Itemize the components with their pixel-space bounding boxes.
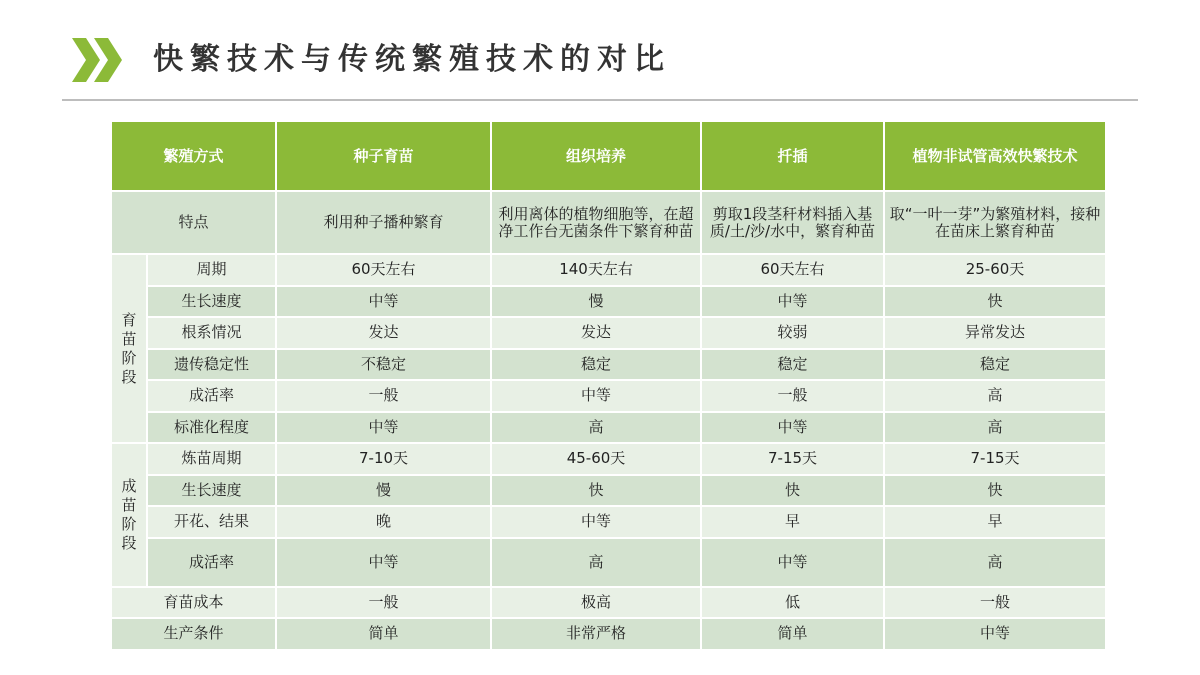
table-row [111, 286, 1106, 318]
table-cell: 慢 [491, 286, 701, 318]
title-divider [62, 99, 1138, 101]
double-chevron-logo-icon [72, 38, 128, 82]
table-cell: 中等 [884, 618, 1106, 650]
stage-label: 成苗阶段 [111, 443, 147, 587]
row-label: 周期 [147, 254, 276, 286]
table-row [111, 349, 1106, 381]
table-cell: 异常发达 [884, 317, 1106, 349]
table-cell: 高 [884, 380, 1106, 412]
row-label: 根系情况 [147, 317, 276, 349]
row-label: 生长速度 [147, 475, 276, 507]
table-row [111, 475, 1106, 507]
table-cell: 中等 [701, 538, 884, 587]
row-label: 特点 [111, 191, 276, 254]
table-cell: 利用离体的植物细胞等，在超净工作台无菌条件下繁育种苗 [491, 191, 701, 254]
table-cell: 稳定 [491, 349, 701, 381]
table-cell: 60天左右 [276, 254, 491, 286]
row-label: 炼苗周期 [147, 443, 276, 475]
table-row [111, 587, 1106, 619]
table-cell: 中等 [276, 286, 491, 318]
table-cell: 中等 [491, 380, 701, 412]
table-row [111, 412, 1106, 444]
page-title: 快繁技术与传统繁殖技术的对比 [153, 42, 671, 77]
table-cell: 7-15天 [884, 443, 1106, 475]
table-cell: 7-15天 [701, 443, 884, 475]
stage-label: 育苗阶段 [111, 254, 147, 443]
table-cell: 简单 [701, 618, 884, 650]
table-row [111, 506, 1106, 538]
table-row [111, 443, 1106, 475]
table-cell: 一般 [884, 587, 1106, 619]
table-cell: 高 [884, 412, 1106, 444]
table-cell: 低 [701, 587, 884, 619]
table-cell: 取“一叶一芽”为繁殖材料，接种在苗床上繁育种苗 [884, 191, 1106, 254]
table-cell: 一般 [276, 380, 491, 412]
row-label: 开花、结果 [147, 506, 276, 538]
table-row [111, 317, 1106, 349]
comparison-table [110, 120, 1107, 651]
row-label: 成活率 [147, 538, 276, 587]
table-cell: 一般 [701, 380, 884, 412]
table-cell: 非常严格 [491, 618, 701, 650]
row-label: 成活率 [147, 380, 276, 412]
table-cell: 快 [491, 475, 701, 507]
table-cell: 140天左右 [491, 254, 701, 286]
header-cell-method: 组织培养 [491, 121, 701, 191]
table-cell: 简单 [276, 618, 491, 650]
table-cell: 中等 [701, 286, 884, 318]
table-cell: 一般 [276, 587, 491, 619]
table-cell: 中等 [276, 538, 491, 587]
table-row [111, 380, 1106, 412]
table-header-row [111, 121, 1106, 191]
table-cell: 剪取1段茎秆材料插入基质/土/沙/水中，繁育种苗 [701, 191, 884, 254]
table-cell: 快 [884, 286, 1106, 318]
table-cell: 高 [491, 538, 701, 587]
table-row [111, 538, 1106, 587]
table-cell: 早 [701, 506, 884, 538]
header-cell-method: 扦插 [701, 121, 884, 191]
table-cell: 中等 [491, 506, 701, 538]
row-label: 育苗成本 [111, 587, 276, 619]
header-cell-method: 种子育苗 [276, 121, 491, 191]
row-label: 标准化程度 [147, 412, 276, 444]
table-cell: 60天左右 [701, 254, 884, 286]
table-cell: 稳定 [884, 349, 1106, 381]
table-row [111, 191, 1106, 254]
table-cell: 快 [701, 475, 884, 507]
table-cell: 发达 [491, 317, 701, 349]
table-cell: 中等 [701, 412, 884, 444]
header-cell-method-label: 繁殖方式 [111, 121, 276, 191]
table-cell: 45-60天 [491, 443, 701, 475]
table-cell: 发达 [276, 317, 491, 349]
table-cell: 稳定 [701, 349, 884, 381]
table-row [111, 618, 1106, 650]
table-cell: 极高 [491, 587, 701, 619]
table-cell: 7-10天 [276, 443, 491, 475]
table-cell: 利用种子播种繁育 [276, 191, 491, 254]
row-label: 生产条件 [111, 618, 276, 650]
table-cell: 快 [884, 475, 1106, 507]
row-label: 遗传稳定性 [147, 349, 276, 381]
table-cell: 高 [884, 538, 1106, 587]
table-cell: 较弱 [701, 317, 884, 349]
table-cell: 早 [884, 506, 1106, 538]
table-cell: 不稳定 [276, 349, 491, 381]
table-cell: 慢 [276, 475, 491, 507]
table-cell: 高 [491, 412, 701, 444]
row-label: 生长速度 [147, 286, 276, 318]
table-row [111, 254, 1106, 286]
table-cell: 25-60天 [884, 254, 1106, 286]
table-cell: 晚 [276, 506, 491, 538]
header-cell-method: 植物非试管高效快繁技术 [884, 121, 1106, 191]
table-cell: 中等 [276, 412, 491, 444]
